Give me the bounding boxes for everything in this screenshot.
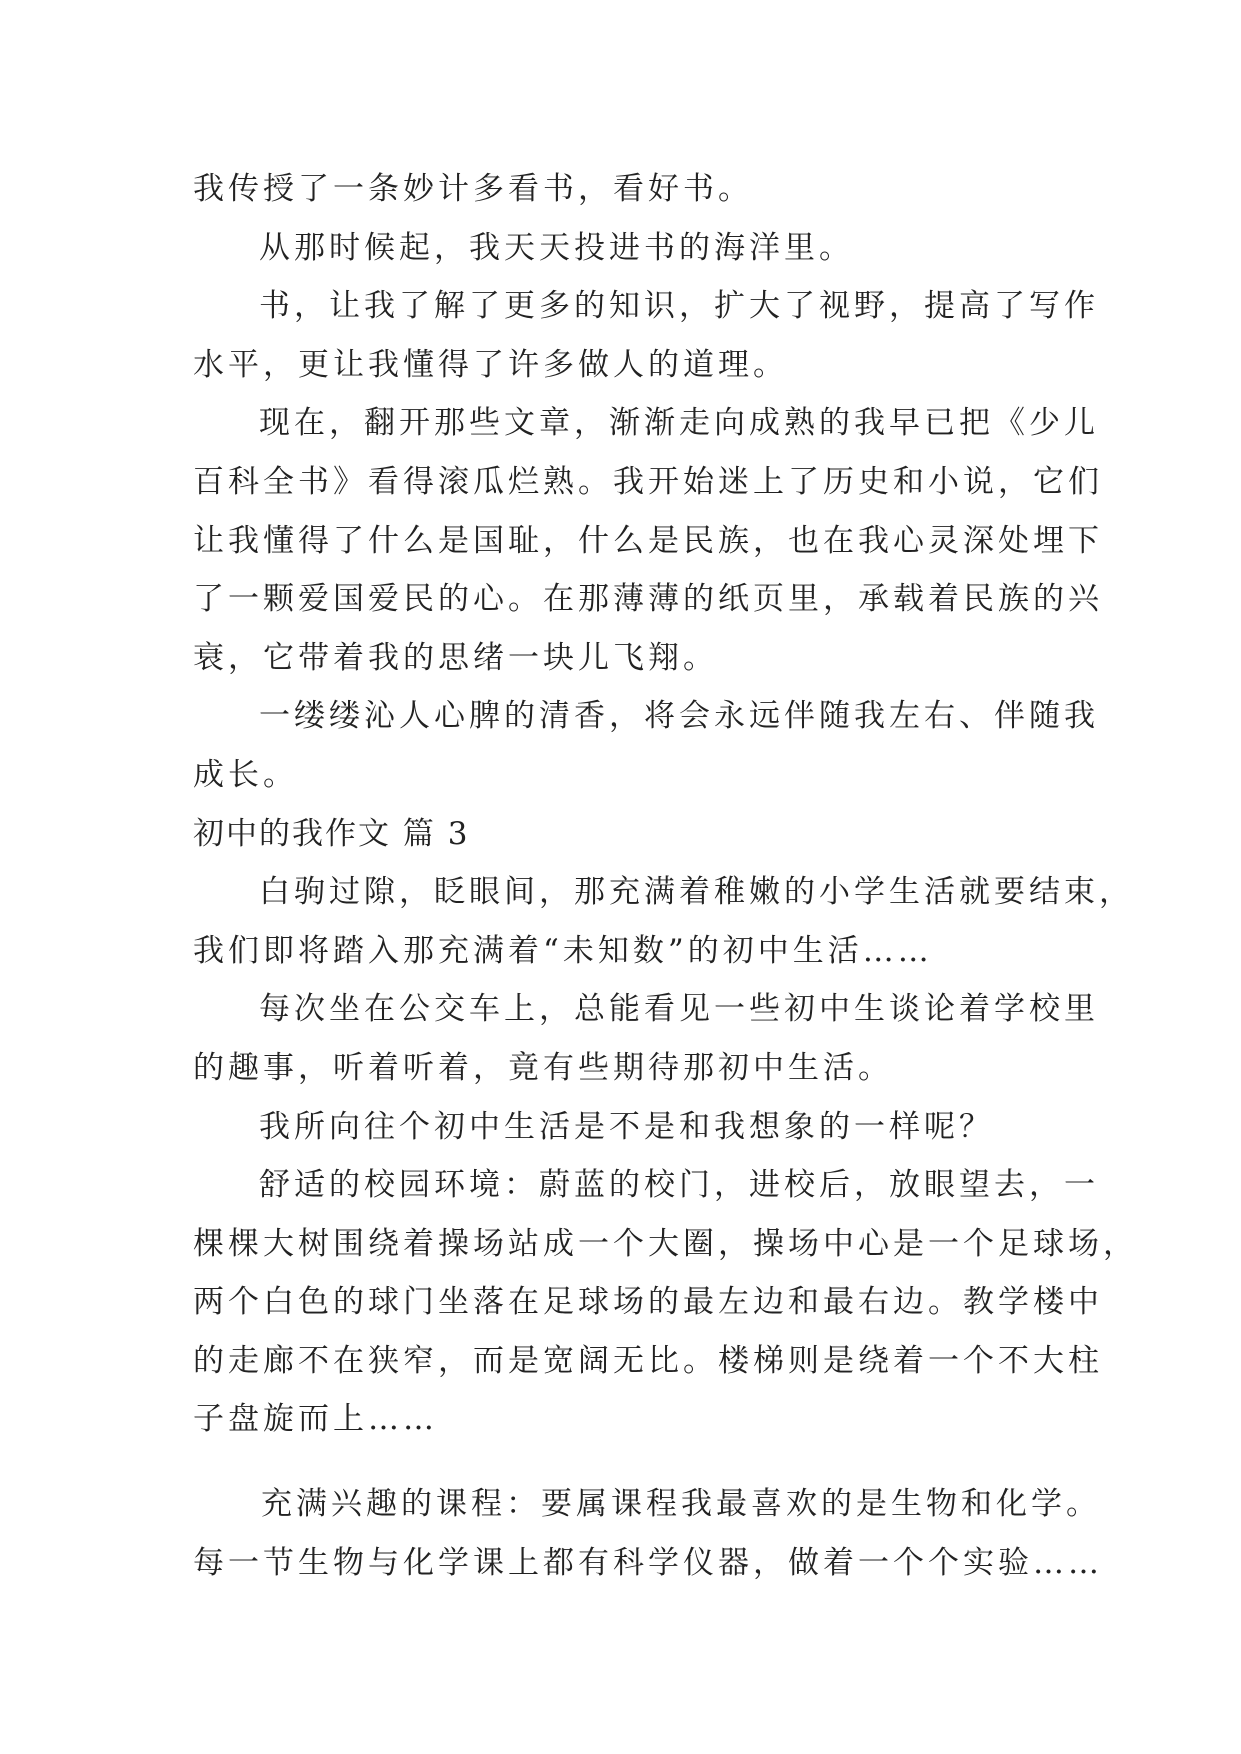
text-line: 两个白色的球门坐落在足球场的最左边和最右边。教学楼中 <box>193 1284 1103 1321</box>
paragraph-gap <box>193 1449 1073 1475</box>
text-line: 衰，它带着我的思绪一块儿飞翔。 <box>193 639 718 676</box>
document-body <box>193 160 1138 1592</box>
paragraph-start: 我所向往个初中生活是不是和我想象的一样呢？ <box>259 1108 994 1145</box>
section-heading: 初中的我作文 篇 3 <box>193 815 470 852</box>
paragraph-start: 每次坐在公交车上，总能看见一些初中生谈论着学校里 <box>259 991 1099 1028</box>
paragraph-start: 从那时候起，我天天投进书的海洋里。 <box>259 229 854 266</box>
paragraph-start: 白驹过隙，眨眼间，那充满着稚嫩的小学生活就要结束， <box>259 874 1134 911</box>
paragraph-start: 舒适的校园环境：蔚蓝的校门，进校后，放眼望去，一 <box>259 1167 1099 1204</box>
paragraph-start: 充满兴趣的课程：要属课程我最喜欢的是生物和化学。 <box>261 1486 1101 1523</box>
text-line: 百科全书》看得滚瓜烂熟。我开始迷上了历史和小说，它们 <box>193 463 1103 500</box>
text-line: 让我懂得了什么是国耻，什么是民族，也在我心灵深处埋下 <box>193 522 1103 559</box>
paragraph-start: 书，让我了解了更多的知识，扩大了视野，提高了写作 <box>259 288 1099 325</box>
text-line: 子盘旋而上…… <box>193 1401 438 1438</box>
text-line: 的趣事，听着听着，竟有些期待那初中生活。 <box>193 1049 893 1086</box>
text-line: 我传授了一条妙计多看书，看好书。 <box>193 171 753 207</box>
text-line: 了一颗爱国爱民的心。在那薄薄的纸页里，承载着民族的兴 <box>193 581 1103 618</box>
text-line: 的走廊不在狭窄，而是宽阔无比。楼梯则是绕着一个不大柱 <box>193 1342 1103 1379</box>
text-line: 我们即将踏入那充满着“未知数”的初中生活…… <box>193 932 933 969</box>
text-line: 每一节生物与化学课上都有科学仪器，做着一个个实验…… <box>193 1544 1103 1581</box>
paragraph-start: 一缕缕沁人心脾的清香，将会永远伴随我左右、伴随我 <box>259 698 1099 735</box>
text-line: 水平，更让我懂得了许多做人的道理。 <box>193 346 788 383</box>
text-line: 成长。 <box>193 756 298 793</box>
paragraph-start: 现在，翻开那些文章，渐渐走向成熟的我早已把《少儿 <box>259 405 1099 442</box>
text-line: 棵棵大树围绕着操场站成一个大圈，操场中心是一个足球场， <box>193 1225 1138 1262</box>
